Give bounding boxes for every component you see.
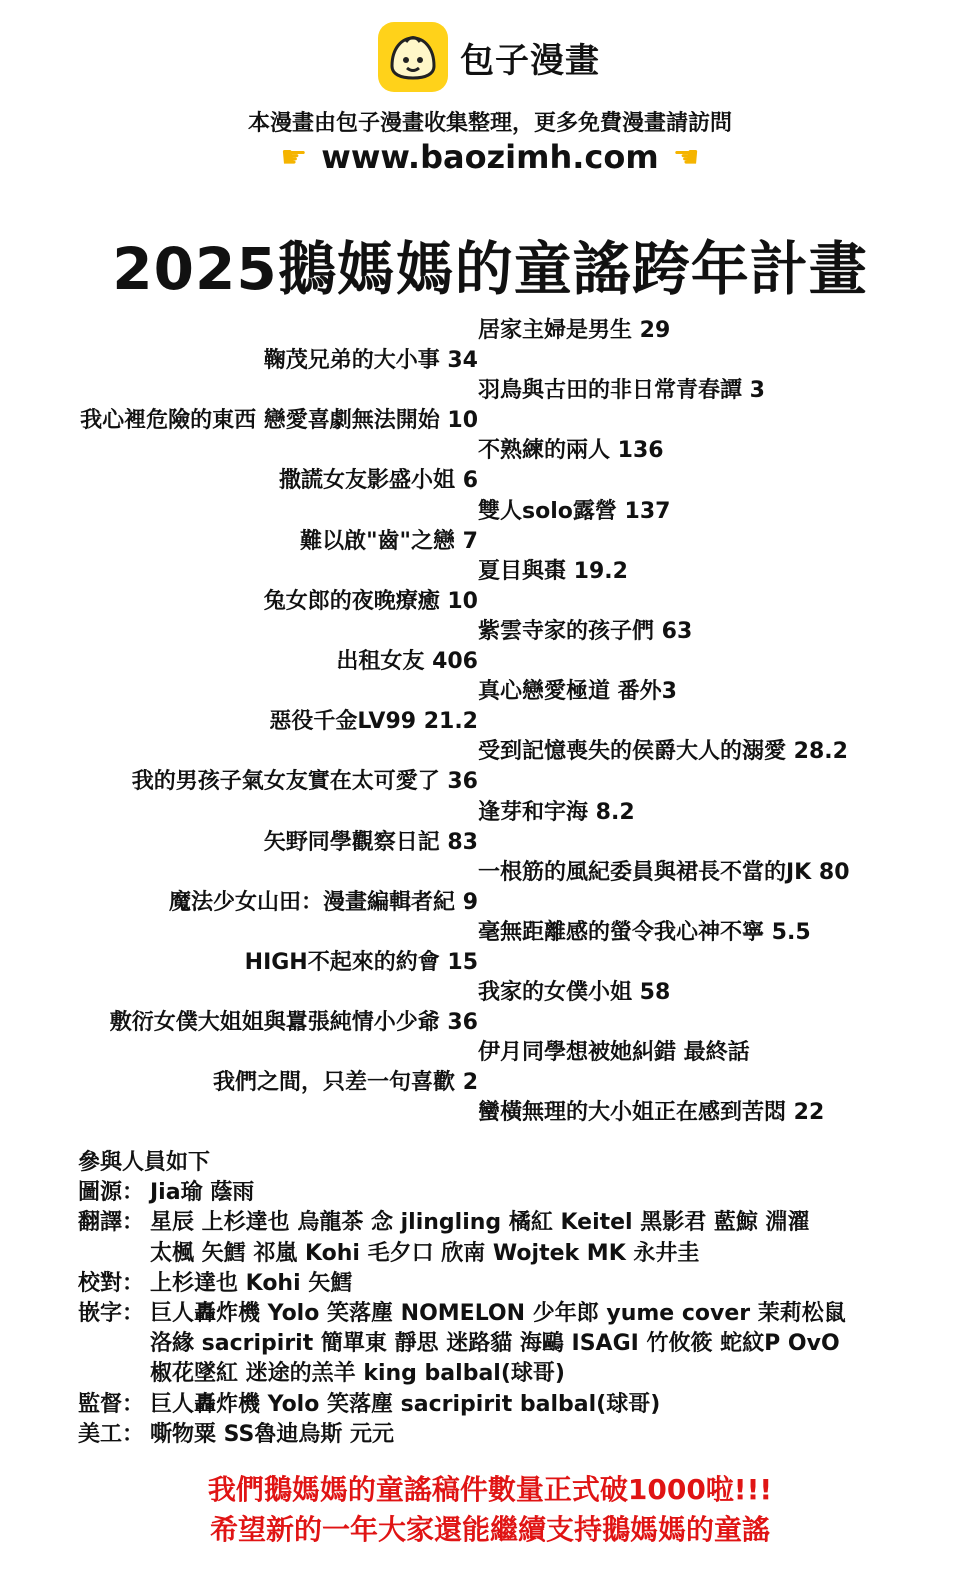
credit-value: 洛緣 sacripirit 簡單東 靜思 迷路貓 海鷗 ISAGI 竹攸筱 蛇紋P OvO xyxy=(150,1331,840,1357)
credit-label: 校對： xyxy=(78,1270,145,1296)
list-item xyxy=(0,737,980,767)
list-item xyxy=(0,888,980,918)
list-item xyxy=(0,978,980,1008)
list-item xyxy=(0,376,980,406)
credit-label: 美工： xyxy=(78,1421,145,1447)
list-item xyxy=(0,858,980,888)
site-logo[interactable] xyxy=(378,22,600,92)
credit-line xyxy=(78,1299,938,1329)
credit-line xyxy=(78,1420,938,1450)
list-item-text: 不熟練的兩人 136 xyxy=(478,438,664,464)
list-item-text: 受到記憶喪失的侯爵大人的溺愛 28.2 xyxy=(478,739,848,765)
footer-line-2: 希望新的一年大家還能繼續支持鵝媽媽的童謠 xyxy=(209,1513,770,1546)
list-item xyxy=(0,527,980,557)
list-item-text: 雙人solo露營 137 xyxy=(478,498,671,524)
credit-label: 嵌字： xyxy=(78,1300,145,1326)
list-item-text: 居家主婦是男生 29 xyxy=(478,318,671,343)
list-item xyxy=(0,767,980,797)
list-item xyxy=(0,1098,980,1128)
credit-line xyxy=(78,1269,938,1299)
site-notice: 本漫畫由包子漫畫收集整理，更多免費漫畫請訪問 xyxy=(247,111,732,136)
list-item-text: 伊月同學想被她糾錯 最終話 xyxy=(478,1040,750,1066)
credit-line xyxy=(78,1178,938,1208)
list-item-text: 夏目與棗 19.2 xyxy=(478,558,628,584)
list-item-text: 我家的女僕小姐 58 xyxy=(478,980,671,1006)
credits-heading xyxy=(78,1148,938,1178)
credit-value: Jia瑜 蔭雨 xyxy=(150,1180,255,1206)
list-item-text: 真心戀愛極道 番外3 xyxy=(478,679,677,705)
list-item xyxy=(0,647,980,677)
credits-section xyxy=(78,1148,938,1450)
credit-line xyxy=(78,1239,938,1269)
credit-label: 圖源： xyxy=(78,1180,145,1206)
list-item-text: 出租女友 406 xyxy=(336,649,478,675)
list-item-text: HIGH不起來的約會 15 xyxy=(244,949,478,975)
credit-label: 翻譯： xyxy=(78,1210,145,1236)
credit-value: 巨人轟炸機 Yolo 笑落塵 sacripirit balbal(球哥) xyxy=(150,1391,661,1417)
credit-value: 上杉達也 Kohi 矢鱈 xyxy=(150,1270,353,1296)
credit-line xyxy=(78,1208,938,1238)
list-item xyxy=(0,1008,980,1038)
credit-line xyxy=(78,1359,938,1389)
chapter-list xyxy=(0,316,980,1129)
list-item xyxy=(0,677,980,707)
page-title: 2025鵝媽媽的童謠跨年計畫 xyxy=(112,235,868,303)
list-item xyxy=(0,497,980,527)
list-item-text: 撒謊女友影盛小姐 6 xyxy=(279,468,478,494)
list-item xyxy=(0,828,980,858)
list-item xyxy=(0,798,980,828)
list-item xyxy=(0,707,980,737)
list-item xyxy=(0,406,980,436)
list-item xyxy=(0,918,980,948)
list-item-text: 我心裡危險的東西 戀愛喜劇無法開始 10 xyxy=(80,408,478,434)
list-item xyxy=(0,557,980,587)
list-item-text: 紫雲寺家的孩子們 63 xyxy=(478,618,693,644)
list-item-text: 一根筋的風紀委員與裙長不當的JK 80 xyxy=(478,859,850,885)
list-item xyxy=(0,346,980,376)
list-item-text: 惡役千金LV99 21.2 xyxy=(269,709,478,735)
credit-value: 巨人轟炸機 Yolo 笑落塵 NOMELON 少年郎 yume cover 茉莉松鼠 xyxy=(150,1300,846,1326)
list-item-text: 羽鳥與古田的非日常青春譚 3 xyxy=(478,378,765,404)
pointing-hand-left-icon: ☚ xyxy=(672,139,700,175)
list-item xyxy=(0,948,980,978)
list-item-text: 敷衍女僕大姐姐與囂張純情小少爺 36 xyxy=(109,1010,478,1036)
list-item-text: 魔法少女山田：漫畫編輯者紀 9 xyxy=(169,889,478,915)
site-header xyxy=(0,22,980,182)
list-item-text: 兔女郎的夜晚療癒 10 xyxy=(263,588,478,614)
list-item xyxy=(0,587,980,617)
credit-value: 嘶物粟 SS魯迪烏斯 元元 xyxy=(150,1421,395,1447)
list-item-text: 蠻橫無理的大小姐正在感到苦悶 22 xyxy=(478,1100,825,1126)
logo-text: 包子漫畫 xyxy=(460,40,600,81)
list-item-text: 我的男孩子氣女友實在太可愛了 36 xyxy=(131,769,478,795)
list-item xyxy=(0,1068,980,1098)
credit-value: 星辰 上杉達也 烏龍茶 念 jlingling 橘紅 Keitel 黑影君 藍鯨 淵濯 xyxy=(150,1210,810,1236)
list-item xyxy=(0,466,980,496)
site-url-link[interactable]: www.baozimh.com xyxy=(321,138,659,176)
credit-value: 椒花墜紅 迷途的羔羊 king balbal(球哥) xyxy=(150,1361,565,1387)
credit-value: 太楓 矢鱈 祁嵐 Kohi 毛夕口 欣南 Wojtek MK 永井圭 xyxy=(150,1240,700,1266)
list-item-text: 鞠茂兄弟的大小事 34 xyxy=(263,348,478,374)
credit-line xyxy=(78,1329,938,1359)
bun-mascot-icon xyxy=(378,22,448,92)
list-item xyxy=(0,617,980,647)
list-item xyxy=(0,316,980,346)
credit-line xyxy=(78,1390,938,1420)
credit-label: 監督： xyxy=(78,1391,145,1417)
credits-heading-text: 參與人員如下 xyxy=(78,1150,211,1175)
list-item-text: 毫無距離感的螢令我心神不寧 5.5 xyxy=(478,919,811,945)
list-item-text: 逢芽和宇海 8.2 xyxy=(478,799,635,825)
url-row xyxy=(0,138,980,176)
footer-message xyxy=(0,1470,980,1550)
pointing-hand-right-icon: ☛ xyxy=(280,139,308,175)
list-item xyxy=(0,436,980,466)
list-item-text: 矢野同學觀察日記 83 xyxy=(263,829,478,855)
list-item xyxy=(0,1038,980,1068)
list-item-text: 難以啟"齒"之戀 7 xyxy=(300,528,478,554)
list-item-text: 我們之間，只差一句喜歡 2 xyxy=(213,1070,478,1096)
footer-line-1: 我們鵝媽媽的童謠稿件數量正式破1000啦!!! xyxy=(207,1473,773,1506)
